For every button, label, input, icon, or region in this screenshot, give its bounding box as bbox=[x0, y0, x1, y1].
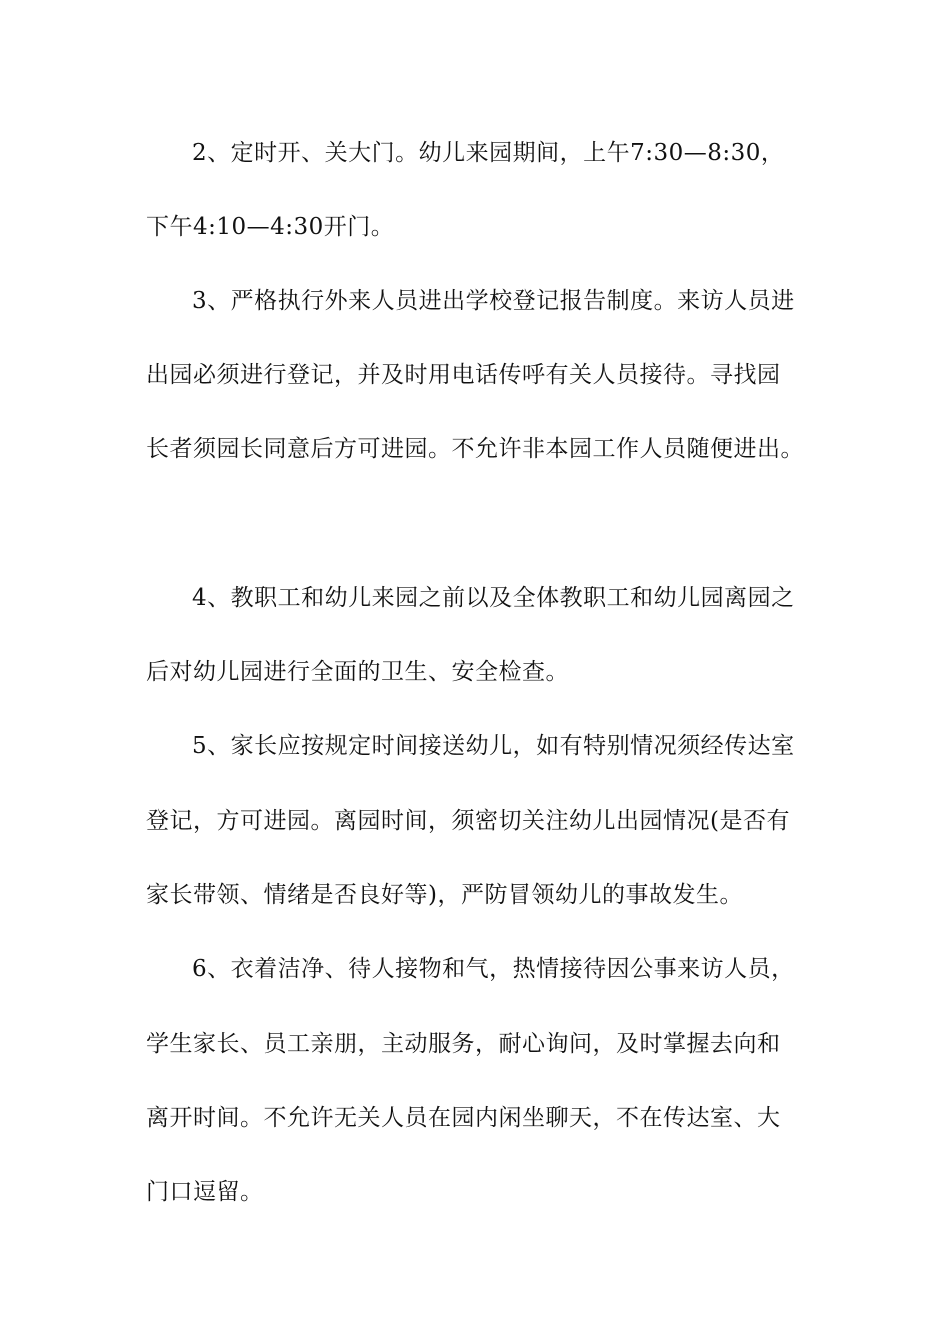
paragraph-5-line-2: 登记，方可进园。离园时间，须密切关注幼儿出园情况(是否有 bbox=[146, 808, 790, 834]
paragraph-6-line-1: 6、衣着洁净、待人接物和气，热情接待因公事来访人员， bbox=[192, 956, 795, 982]
paragraph-6-line-4: 门口逗留。 bbox=[146, 1179, 264, 1205]
paragraph-3-line-3: 长者须园长同意后方可进园。不允许非本园工作人员随便进出。 bbox=[146, 436, 804, 462]
paragraph-2-line-2: 下午4:10—4:30开门。 bbox=[146, 214, 395, 240]
paragraph-3-line-1: 3、严格执行外来人员进出学校登记报告制度。来访人员进 bbox=[192, 288, 795, 314]
paragraph-6-line-3: 离开时间。不允许无关人员在园内闲坐聊天，不在传达室、大 bbox=[146, 1105, 781, 1131]
paragraph-2-line-1: 2、定时开、关大门。幼儿来园期间，上午7:30—8:30， bbox=[192, 140, 785, 166]
paragraph-3-line-2: 出园必须进行登记，并及时用电话传呼有关人员接待。寻找园 bbox=[146, 362, 781, 388]
paragraph-4-line-2: 后对幼儿园进行全面的卫生、安全检查。 bbox=[146, 659, 569, 685]
paragraph-6-line-2: 学生家长、员工亲朋，主动服务，耐心询问，及时掌握去向和 bbox=[146, 1031, 781, 1057]
paragraph-4-line-1: 4、教职工和幼儿来园之前以及全体教职工和幼儿园离园之 bbox=[192, 585, 795, 611]
paragraph-5-line-3: 家长带领、情绪是否良好等)，严防冒领幼儿的事故发生。 bbox=[146, 882, 743, 908]
paragraph-5-line-1: 5、家长应按规定时间接送幼儿，如有特别情况须经传达室 bbox=[192, 733, 795, 759]
